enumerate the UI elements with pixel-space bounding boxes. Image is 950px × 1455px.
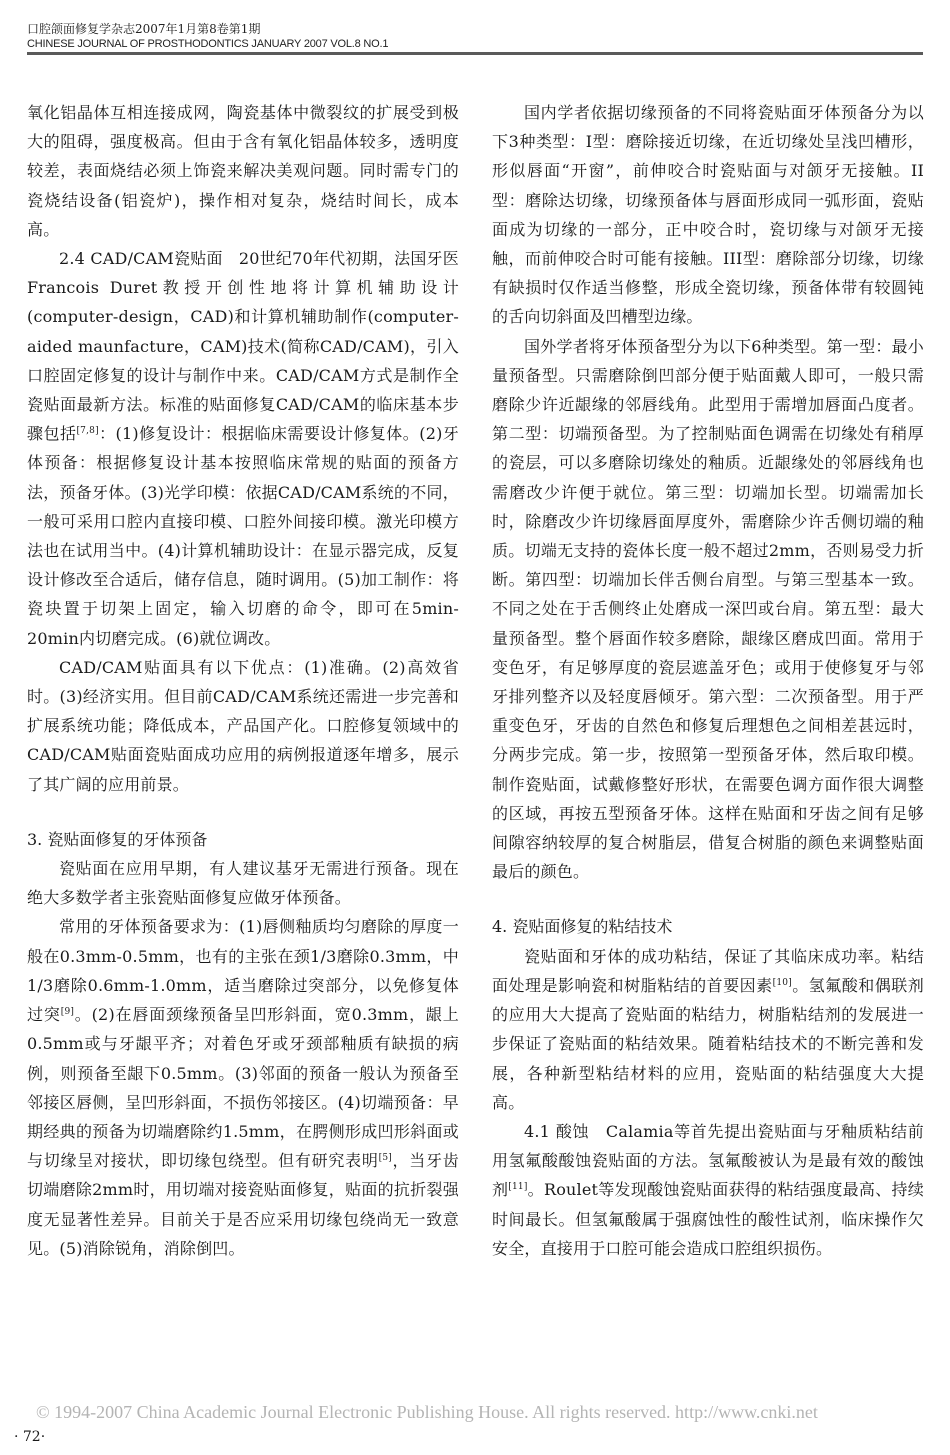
running-header	[27, 21, 923, 55]
paragraph: 国外学者将牙体预备型分为以下6种类型。第一型：最小量预备型。只需磨除倒凹部分便于贴面戴人即可，一般只需磨除少许近龈缘的邻唇线角。此型用于需增加唇面凸度者。第二型：切端预备型。为了控制贴面色调需在切缘处有稍厚的瓷层，可以多磨除切缘处的釉质。近龈缘处的邻唇线角也需磨改少许便于就位。第三型：切端加长型。切端需加长时，除磨改少许切缘唇面厚度外，需磨除少许舌侧切端的釉质。切端无支持的瓷体长度一般不超过2mm，否则易受力折断。第四型：切端加长伴舌侧台肩型。与第三型基本一致。不同之处在于舌侧终止处磨成一深凹或台肩。第五型：最大量预备型。整个唇面作较多磨除，龈缘区磨成凹面。常用于变色牙，有足够厚度的瓷层遮盖牙色；或用于使修复牙与邻牙排列整齐以及轻度唇倾牙。第六型：二次预备型。用于严重变色牙，牙齿的自然色和修复后理想色之间相差甚远时，分两步完成。第一步，按照第一型预备牙体，然后取印模。制作瓷贴面，试戴修整好形状，在需要色调方面作很大调整的区域，再按五型预备牙体。这样在贴面和牙齿之间有足够间隙容纳较厚的复合树脂层，借复合树脂的颜色来调整贴面最后的颜色。	[492, 336, 924, 882]
citation: [9]	[60, 1007, 75, 1018]
text-run: 。Roulet等发现酸蚀瓷贴面获得的粘结强度最高、持续时间最长。但氢氟酸属于强腐蚀性的酸性试剂，临床操作欠安全，直接用于口腔可能会造成口腔组织损伤。	[492, 1180, 924, 1258]
citation: [11]	[508, 1182, 528, 1193]
section-gap	[27, 799, 459, 825]
header-rule	[27, 52, 923, 55]
text-run: ：(1)修复设计：根据临床需要设计修复体。(2)牙体预备：根据修复设计基本按照临床常规的贴面的预备方法，预备牙体。(3)光学印模：依据CAD/CAM系统的不同，一般可采用口腔内直接印模、口腔外间接印模。激光印模方法也在试用当中。(4)计算机辅助设计：在显示器完成，反复设计修改至合适后，储存信息，随时调用。(5)加工制作：将瓷块置于切架上固定，输入切磨的命令，即可在5min-20min内切磨完成。(6)就位调改。	[27, 424, 459, 648]
paragraph-preparation	[27, 912, 459, 1262]
section-heading-3: 3. 瓷贴面修复的牙体预备	[27, 829, 208, 849]
paragraph-bonding	[492, 942, 924, 1117]
right-column	[492, 98, 924, 1263]
citation: [7,8]	[76, 426, 99, 437]
paragraph: CAD/CAM贴面具有以下优点：(1)准确。(2)高效省时。(3)经济实用。但目前CAD/CAM系统还需进一步完善和扩展系统功能；降低成本，产品国产化。口腔修复领域中的CAD/CAM贴面瓷贴面成功应用的病例报道逐年增多，展示了其广阔的应用前景。	[27, 657, 459, 794]
citation: [10]	[772, 977, 792, 988]
left-column	[27, 98, 459, 1263]
paragraph: 氧化铝晶体互相连接成网，陶瓷基体中微裂纹的扩展受到极大的阻碍，强度极高。但由于含有氧化铝晶体较多，透明度较差，表面烧结必须上饰瓷来解决美观问题。同时需专门的瓷烧结设备(铝瓷炉)，操作相对复杂，烧结时间长，成本高。	[27, 103, 459, 239]
paragraph: 国内学者依据切缘预备的不同将瓷贴面牙体预备分为以下3种类型：I型：磨除接近切缘，在近切缘处呈浅凹槽形，形似唇面“开窗”，前伸咬合时瓷贴面与对颌牙无接触。II型：磨除达切缘，切缘预备体与唇面形成同一弧形面，瓷贴面成为切缘的一部分，正中咬合时，瓷切缘与对颌牙无接触，而前伸咬合时可能有接触。III型：磨除部分切缘，切缘有缺损时仅作适当修整，形成全瓷切缘，预备体带有较圆钝的舌向切斜面及凹槽型边缘。	[492, 103, 924, 327]
paragraph: 瓷贴面在应用早期，有人建议基牙无需进行预备。现在绝大多数学者主张瓷贴面修复应做牙体预备。	[27, 859, 459, 908]
journal-title-cn: 口腔颌面修复学杂志2007年1月第8卷第1期	[27, 22, 261, 36]
text-run: 。氢氟酸和偶联剂的应用大大提高了瓷贴面的粘结力，树脂粘结剂的发展进一步保证了瓷贴面的粘结效果。随着粘结技术的不断完善和发展，各种新型粘结材料的应用，瓷贴面的粘结强度大大提高。	[492, 975, 924, 1112]
text-run: 。(2)在唇面颈缘预备呈凹形斜面，宽0.3mm，龈上0.5mm或与牙龈平齐；对着色牙或牙颈部釉质有缺损的病例，则预备至龈下0.5mm。(3)邻面的预备一般认为预备至邻接区唇侧，呈凹形斜面，不损伤邻接区。(4)切端预备：早期经典的预备为切端磨除约1.5mm，在腭侧形成凹形斜面或与切缘呈对接状，即切缘包绕型。但有研究表明	[27, 1005, 460, 1171]
paragraph-etching	[492, 1117, 924, 1263]
paragraph-cad-cam	[27, 244, 459, 653]
page-number: · 72·	[14, 1429, 46, 1445]
citation: [5]	[378, 1153, 393, 1164]
section-gap	[492, 886, 924, 912]
text-run: 常用的牙体预备要求为：(1)唇侧釉质均匀磨除的厚度一般在0.3mm-0.5mm，也有的主张在颈1/3磨除0.3mm，中1/3磨除0.6mm-1.0mm，适当磨除过突部分，以免修复体过突	[27, 917, 459, 1025]
text-run: 瓷贴面和牙体的成功粘结，保证了其临床成功率。粘结面处理是影响瓷和树脂粘结的首要因素	[492, 946, 924, 995]
text-run: 2.4 CAD/CAM瓷贴面 20世纪70年代初期，法国牙医Francois Duret教授开创性地将计算机辅助设计(computer-design，CAD)和计算机辅助制作(computer-aided maunfacture，CAM)技术(简称CAD/CAM)，引入口腔固定修复的设计与制作中来。CAD/CAM方式是制作全瓷贴面最新方法。标准的贴面修复CAD/CAM的临床基本步骤包括	[27, 249, 459, 444]
text-run: ，当牙齿切端磨除2mm时，用切端对接瓷贴面修复，贴面的抗折裂强度无显著性差异。目前关于是否应采用切缘包绕尚无一致意见。(5)消除锐角，消除倒凹。	[27, 1151, 459, 1258]
text-run: 4.1 酸蚀 Calamia等首先提出瓷贴面与牙釉质粘结前用氢氟酸酸蚀瓷贴面的方法。氢氟酸被认为是最有效的酸蚀剂	[492, 1121, 924, 1200]
copyright-watermark: © 1994-2007 China Academic Journal Electronic Publishing House. All rights reserved. http://www.cnki.net	[36, 1402, 818, 1422]
journal-title-en: CHINESE JOURNAL OF PROSTHODONTICS JANUARY 2007 VOL.8 NO.1	[27, 38, 389, 50]
section-heading-4: 4. 瓷贴面修复的粘结技术	[492, 917, 673, 937]
